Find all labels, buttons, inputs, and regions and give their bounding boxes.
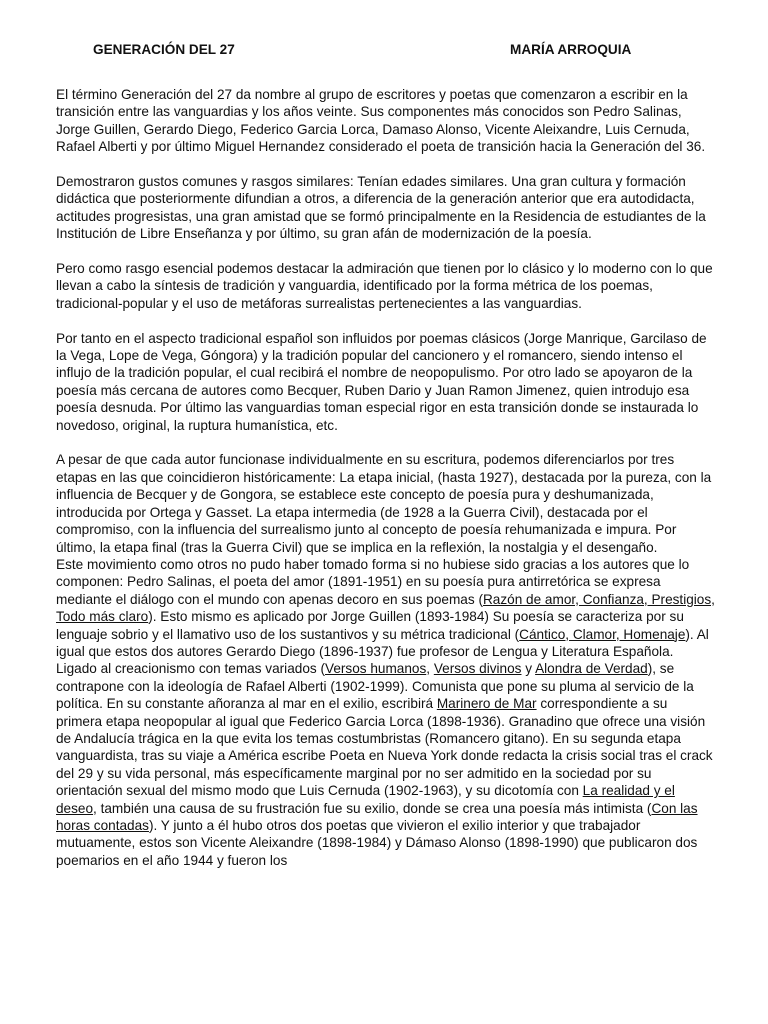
authors-text: ). Al igual que estos dos autores Gerardo Diego (1896-1937) fue profesor de Lengua y Literatura Española. Ligado al creacionismo con temas variados ( — [56, 626, 709, 677]
work-titles-salinas: Razón de amor, Confianza, Prestigios, Todo más claro — [56, 591, 715, 625]
work-titles-guillen: Cántico, Clamor, Homenaje — [519, 626, 686, 642]
work-title-versos-divinos: Versos divinos — [433, 661, 522, 677]
work-title-alondra-de-verdad: Alondra de Verdad — [535, 661, 648, 677]
authors-text: ). Y junto a él hubo otros dos poetas que vivieron el exilio interior y que trabajador mutuamente, estos son Vicente Aleixandre (1898-1984) y Dámaso Alonso (1898-1990) que publicaron dos poemarios en el año 1944 y fueron los — [56, 818, 698, 868]
work-title-con-las-horas-contadas: Con las horas contadas — [56, 800, 698, 833]
authors-text: y — [521, 661, 536, 677]
authors-text: , también una causa de su frustración fue su exilio, donde se crea una poesía más intimista ( — [93, 800, 652, 816]
document-title: GENERACIÓN DEL 27 — [93, 42, 235, 57]
work-title-versos-humanos: Versos humanos — [325, 661, 427, 677]
paragraph-essential-trait: Pero como rasgo esencial podemos destacar la admiración que tienen por lo clásico y lo moderno con lo que llevan a cabo la síntesis de tradición y vanguardia, identificado por la forma métrica de los poemas, tradicional-popular y el uso de metáforas surrealistas pertenecientes a las vanguardias. — [56, 261, 713, 311]
page-header — [93, 42, 638, 62]
work-title-marinero-de-mar: Marinero de Mar — [436, 696, 537, 712]
work-title-la-realidad-y-el-deseo: La realidad y el deseo — [56, 783, 675, 816]
authors-text: ), se contrapone con la ideología de Rafael Alberti (1902-1999). Comunista que pone su pluma al servicio de la política. En su constante añoranza al mar en el exilio, escribirá — [56, 661, 694, 712]
authors-text: ). Esto mismo es aplicado por Jorge Guillen (1893-1984) Su poesía se caracteriza por su lenguaje sobrio y el llamativo uso de los sustantivos y su métrica tradicional ( — [56, 609, 684, 642]
authors-text: correspondiente a su primera etapa neopopular al igual que Federico Garcia Lorca (1898-1936). Granadino que ofrece una visión de Andalucía trágica en la que evita los temas costumbristas (Romancero gitano). En su segunda etapa vanguardista, tras su viaje a América escribe Poeta en Nueva York donde redacta la crisis social tras el crack del 29 y su vida personal, más específicamente marginal por no ser admitido en la sociedad por su orientación sexual del mismo modo que Luis Cernuda (1902-1963), y su dicotomía con — [56, 696, 713, 799]
authors-text: , — [426, 661, 434, 677]
paragraph-intro: El término Generación del 27 da nombre al grupo de escritores y poetas que comenzaron a escribir en la transición entre las vanguardias y los años veinte. Sus componentes más conocidos son Pedro Salinas, Jorge Guillen, Gerardo Diego, Federico Garcia Lorca, Damaso Alonso, Vicente Aleixandre, Luis Cernuda, Rafael Alberti y por último Miguel Hernandez considerado el poeta de transición hacia la Generación del 36. — [56, 87, 706, 155]
paragraph-traditional-aspect: Por tanto en el aspecto tradicional español son influidos por poemas clásicos (Jorge Manrique, Garcilaso de la Vega, Lope de Vega, Góngora) y la tradición popular del cancionero y el romancero, siendo intenso el influjo de la tradición popular, el cual recibirá el nombre de neopopulismo. Por otro lado se apoyaron de la poesía más cercana de autores como Becquer, Ruben Dario y Juan Ramon Jimenez, quien introdujo esa poesía desnuda. Por último las vanguardias toman especial rigor en esta transición donde se instaurada lo novedoso, original, la ruptura humanística, etc. — [56, 330, 707, 433]
authors-text: Este movimiento como otros no pudo haber tomado forma si no hubiese sido gracias a los autores que lo componen: Pedro Salinas, el poeta del amor (1891-1951) en su poesía pura antirretórica se expresa mediante el diálogo con el mundo con apenas decoro en sus poemas ( — [56, 556, 690, 607]
paragraph-stages: A pesar de que cada autor funcionase individualmente en su escritura, podemos diferenciarlos por tres etapas en las que coincidieron históricamente: La etapa inicial, (hasta 1927), destacada por la pureza, con la influencia de Becquer y de Gongora, se establece este concepto de poesía pura y deshumanizada, introducida por Ortega y Gasset. La etapa intermedia (de 1928 a la Guerra Civil), destacada por el compromiso, con la influencia del surrealismo junto al concepto de poesía rehumanizada e impura. Por último, la etapa final (tras la Guerra Civil) que se implica en la reflexión, la nostalgia y el desengaño. — [56, 452, 712, 555]
document-body — [56, 86, 716, 869]
paragraph-common-traits: Demostraron gustos comunes y rasgos similares: Tenían edades similares. Una gran cultura y formación didáctica que posteriormente difundian a otros, a diferencia de la generación anterior que era autodidacta, actitudes progresistas, una gran amistad que se formó principalmente en la Residencia de estudiantes de la Institución de Libre Enseñanza y por último, su gran afán de modernización de la poesía. — [56, 174, 706, 242]
document-author: MARÍA ARROQUIA — [510, 42, 632, 57]
paragraph-authors — [56, 556, 716, 869]
